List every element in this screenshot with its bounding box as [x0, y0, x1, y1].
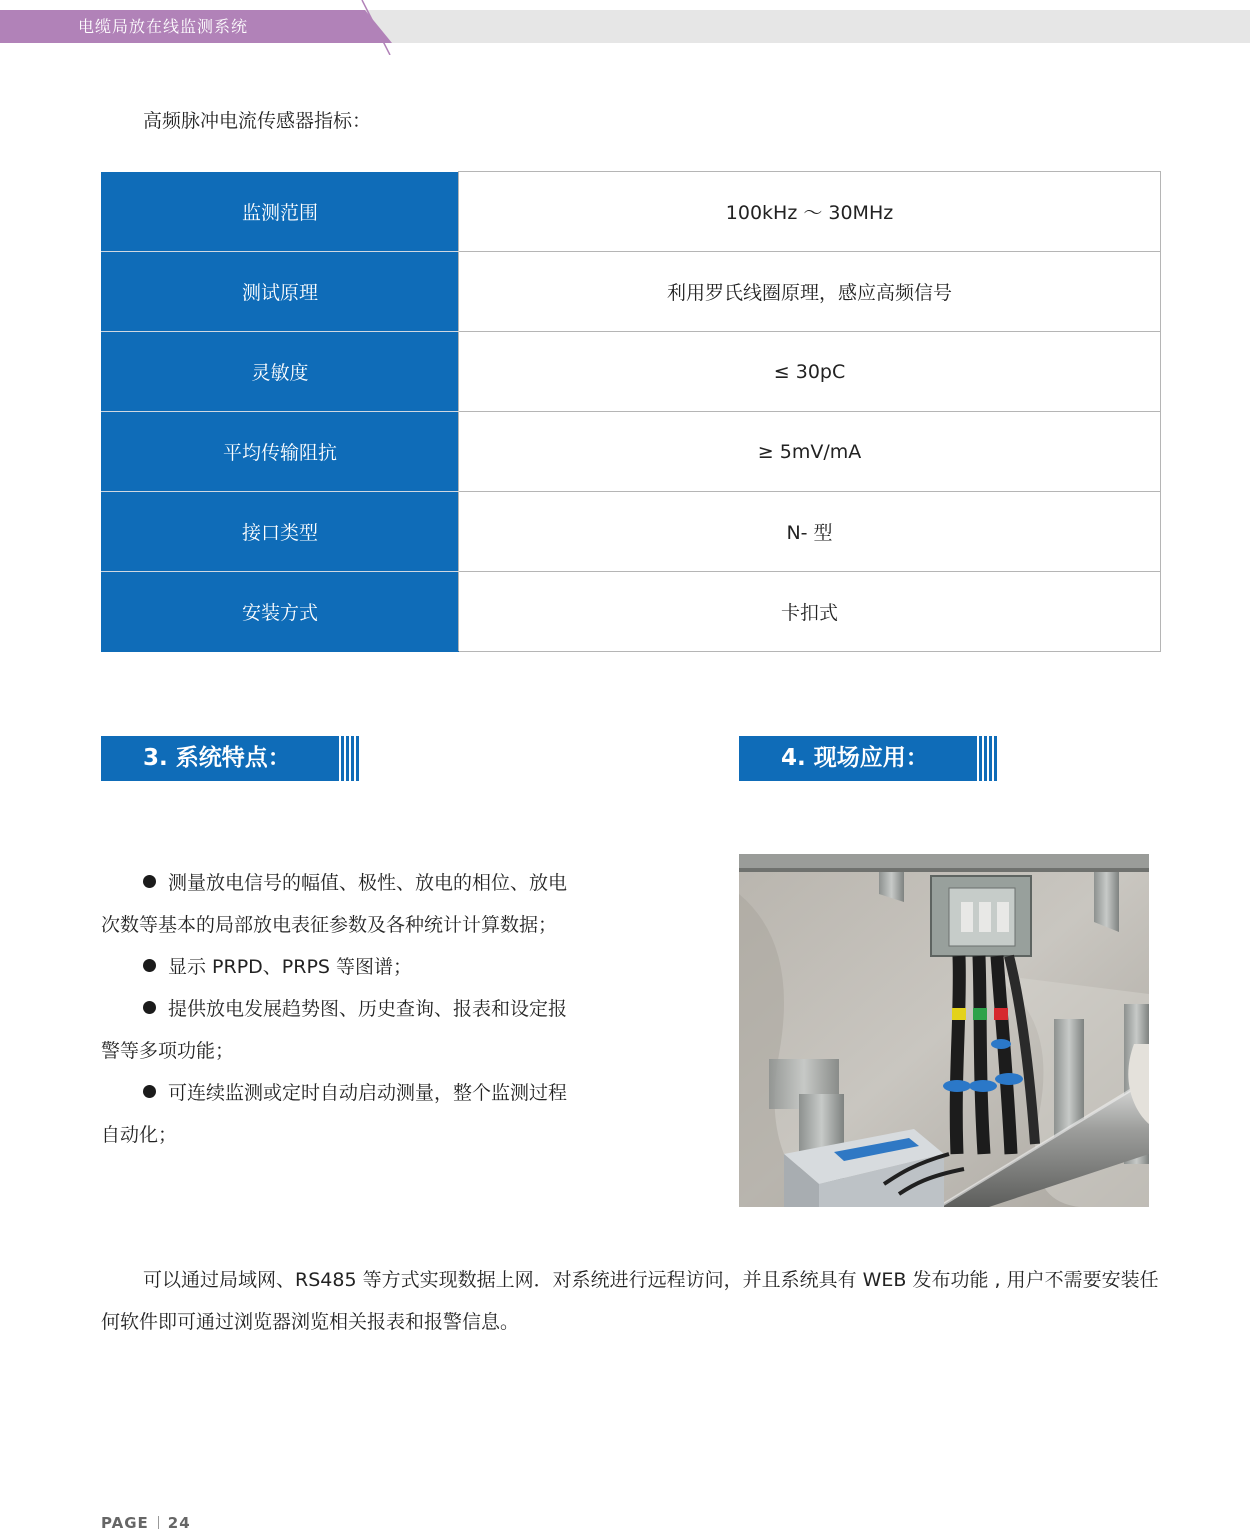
feature-text-continued: 次数等基本的局部放电表征参数及各种统计计算数据；: [101, 914, 558, 936]
table-row: [102, 412, 1161, 492]
page-label: PAGE: [101, 1514, 149, 1531]
summary-paragraph: 可以通过局域网、RS485 等方式实现数据上网．对系统进行远程访问，并且系统具有 WEB 发布功能 , 用户不需要安装任何软件即可通过浏览器浏览相关报表和报警信息。: [101, 1269, 1159, 1333]
feature-text: 可连续监测或定时自动启动测量，整个监测过程: [168, 1082, 568, 1104]
feature-text: 测量放电信号的幅值、极性、放电的相位、放电: [168, 872, 568, 894]
field-application-photo: [739, 854, 1149, 1207]
footer-divider: [158, 1516, 159, 1529]
page-footer: [101, 1514, 191, 1531]
page-number: 24: [167, 1514, 191, 1531]
table-row: [102, 572, 1161, 652]
bullet-icon: [143, 1085, 156, 1098]
feature-text: 显示 PRPD、PRPS 等图谱；: [168, 956, 413, 978]
list-item: [101, 862, 626, 946]
bullet-icon: [143, 1001, 156, 1014]
feature-text: 提供放电发展趋势图、历史查询、报表和设定报: [168, 998, 568, 1020]
spec-label: 接口类型: [102, 492, 459, 572]
bullet-icon: [143, 875, 156, 888]
spec-value: 100kHz ～ 30MHz: [459, 172, 1161, 252]
table-row: [102, 252, 1161, 332]
list-item: [101, 946, 626, 988]
features-list: [101, 862, 626, 1156]
section-title-application: 4. 现场应用：: [739, 736, 977, 781]
header-title: 电缆局放在线监测系统: [78, 17, 249, 36]
spec-label: 平均传输阻抗: [102, 412, 459, 492]
spec-value: 利用罗氏线圈原理，感应高频信号: [459, 252, 1161, 332]
section-stripes-decoration: [341, 736, 359, 781]
spec-label: 灵敏度: [102, 332, 459, 412]
feature-text-continued: 警等多项功能；: [101, 1040, 235, 1062]
spec-value: ≤ 30pC: [459, 332, 1161, 412]
cable-installation-illustration: [739, 854, 1149, 1207]
spec-label: 监测范围: [102, 172, 459, 252]
bullet-icon: [143, 959, 156, 972]
section-stripes-decoration: [979, 736, 997, 781]
table-row: [102, 332, 1161, 412]
intro-text: 高频脉冲电流传感器指标：: [143, 110, 372, 132]
header-accent-line: [356, 0, 396, 55]
section-title-features: 3. 系统特点：: [101, 736, 339, 781]
spec-label: 安装方式: [102, 572, 459, 652]
spec-table: [101, 171, 1161, 652]
spec-value: ≥ 5mV/mA: [459, 412, 1161, 492]
list-item: [101, 988, 626, 1072]
spec-value: 卡扣式: [459, 572, 1161, 652]
list-item: [101, 1072, 626, 1156]
table-row: [102, 172, 1161, 252]
feature-text-continued: 自动化；: [101, 1124, 178, 1146]
spec-value: N- 型: [459, 492, 1161, 572]
spec-label: 测试原理: [102, 252, 459, 332]
table-row: [102, 492, 1161, 572]
